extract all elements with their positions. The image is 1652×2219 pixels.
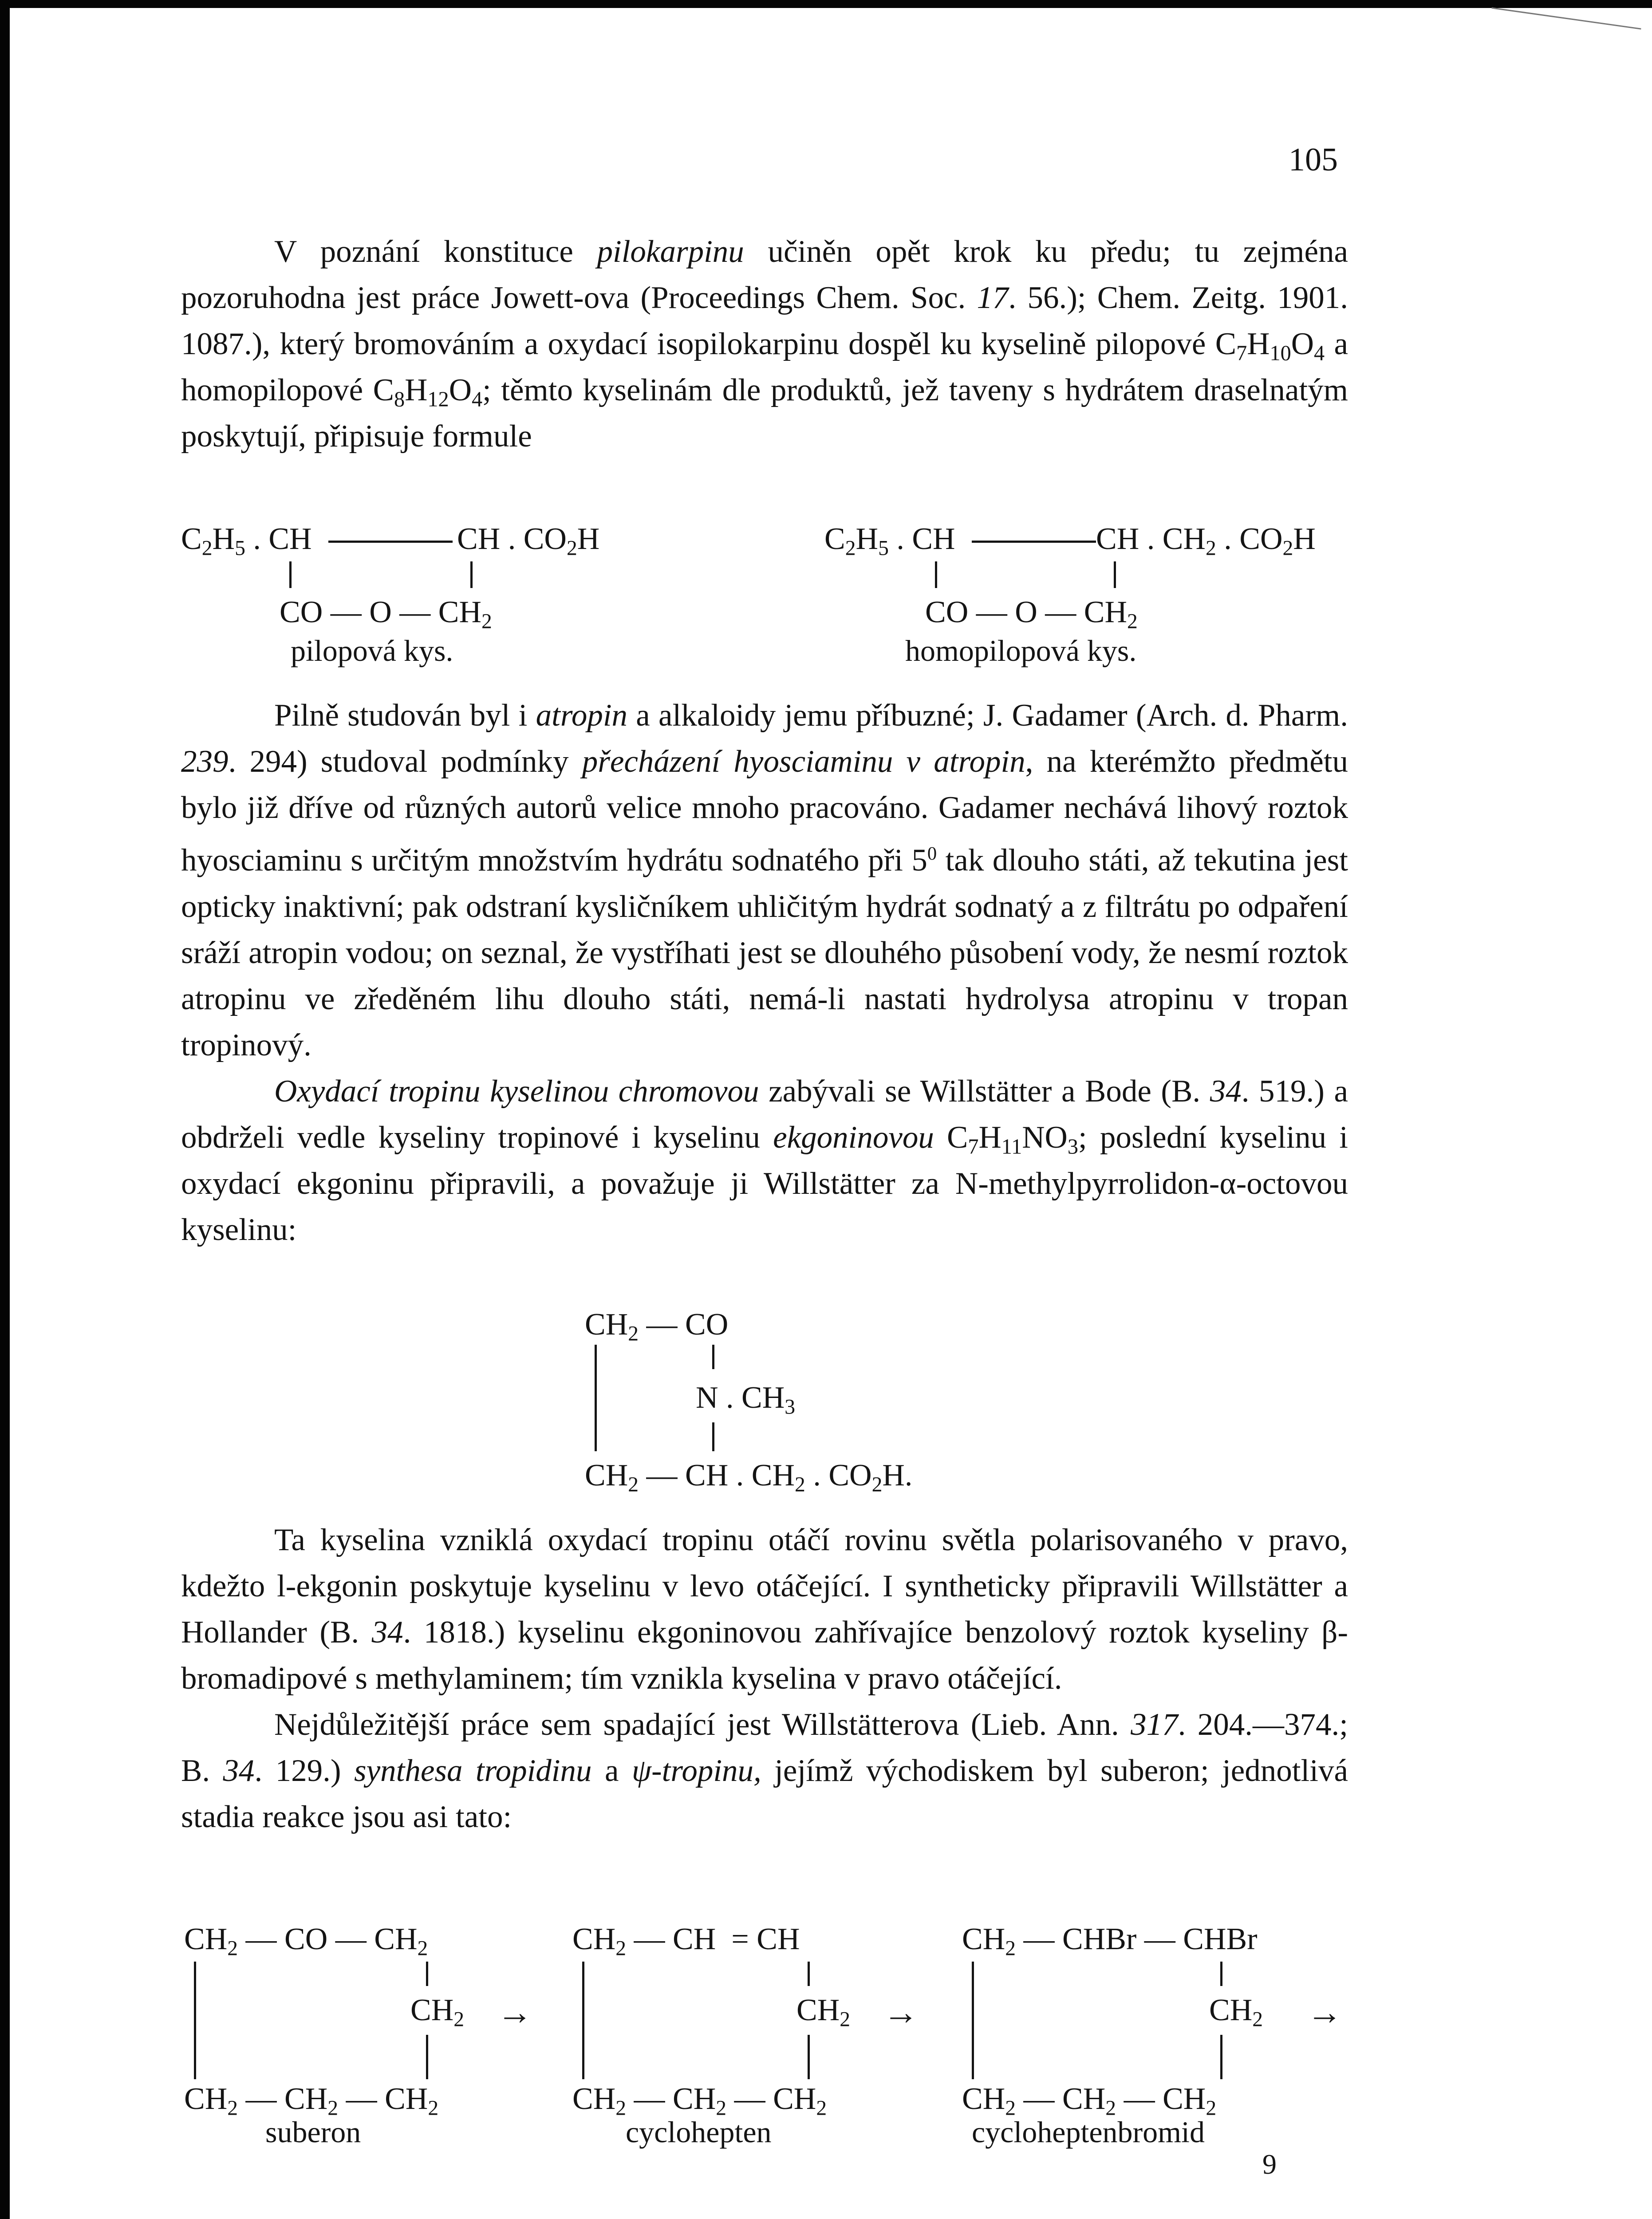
reaction-arrow-3: → [1307, 1993, 1342, 2032]
paragraph-ekgonin: Ta kyselina vzniklá oxydací tropinu otáčí rovinu světla polarisovaného v pravo, kdežto l-ekgonin poskytuje kyselinu v levo otáčející. I syntheticky připravili Willstätter a Hollander (B. 34. 1818.) kyselinu ekgoninovou zahřívajíce benzolový roztok kyseliny β-bromadipové s methylaminem; tím vznikla kyselina v pravo otáčející. [181, 1523, 1348, 1696]
signature-mark: 9 [1262, 2148, 1277, 2180]
page-number: 105 [1289, 142, 1338, 178]
caption-pilopova: pilopová kys. [291, 634, 453, 667]
paragraphs-atropin [181, 692, 1348, 1253]
reaction-arrow-2: → [883, 1993, 919, 2032]
paragraph-suberon: Nejdůležitější práce sem spadající jest Willstätterova (Lieb. Ann. 317. 204.—374.; B. 34. 129.) synthesa tropidinu a ψ-tropinu, jejímž východiskem byl suberon; jednotlivá stadia reakce jsou asi tato: [181, 1707, 1348, 1834]
paragraph-pilokarpin: V poznání konstituce pilokarpinu učiněn opět krok ku předu; tu zejména pozoruhodna jest práce Jowett-ova (Proceedings Chem. Soc. 17. 56.); Chem. Zeitg. 1901. 1087.), který bromováním a oxydací isopilokarpinu dospěl ku kyselině pilopové $C_7H_{10}O_4$ a homopilopové $C_8H_{12}O_4$; těmto kyselinám dle produktů, jež taveny s hydrátem draselnatým poskytují, připisuje formule [181, 234, 1348, 454]
paragraph-atropin: Pilně studován byl i atropin a alkaloidy jemu příbuzné; J. Gadamer (Arch. d. Pharm. 239. 294) studoval podmínky přecházení hyosciaminu v atropin, na kterémžto předmětu bylo již dříve od různých autorů velice mnoho pracováno. Gadamer nechává lihový roztok hyosciaminu s určitým množstvím hydrátu sodnatého při $5^0$ tak dlouho státi, až tekutina jest opticky inaktivní; pak odstraní kysličníkem uhličitým hydrát sodnatý a z filtrátu po odpaření sráží atropin vodou; on seznal, že vystříhati jest se dlouhého působení vody, že nesmí roztok atropinu ve zředěném lihu dlouho státi, nemá-li nastati hydrolysa atropinu v tropan tropinový. [181, 698, 1348, 1062]
caption-cyclohepten: cyclohepten [626, 2115, 772, 2149]
reaction-arrow-1: → [497, 1993, 532, 2032]
caption-homopilopova: homopilopová kys. [905, 634, 1137, 667]
paragraphs-synthesa [181, 1517, 1348, 1840]
paragraph-oxydace: Oxydací tropinu kyselinou chromovou zabývali se Willstätter a Bode (B. 34. 519.) a obdrželi vedle kyseliny tropinové i kyselinu ekgoninovou $C_7H_{11}NO_3$; poslední kyselinu i oxydací ekgoninu připravili, a považuje ji Willstätter za N-methylpyrrolidon-α-octovou kyselinu: [181, 1074, 1348, 1247]
caption-suberon: suberon [265, 2115, 361, 2149]
caption-cycloheptenbromid: cycloheptenbromid [972, 2115, 1205, 2149]
